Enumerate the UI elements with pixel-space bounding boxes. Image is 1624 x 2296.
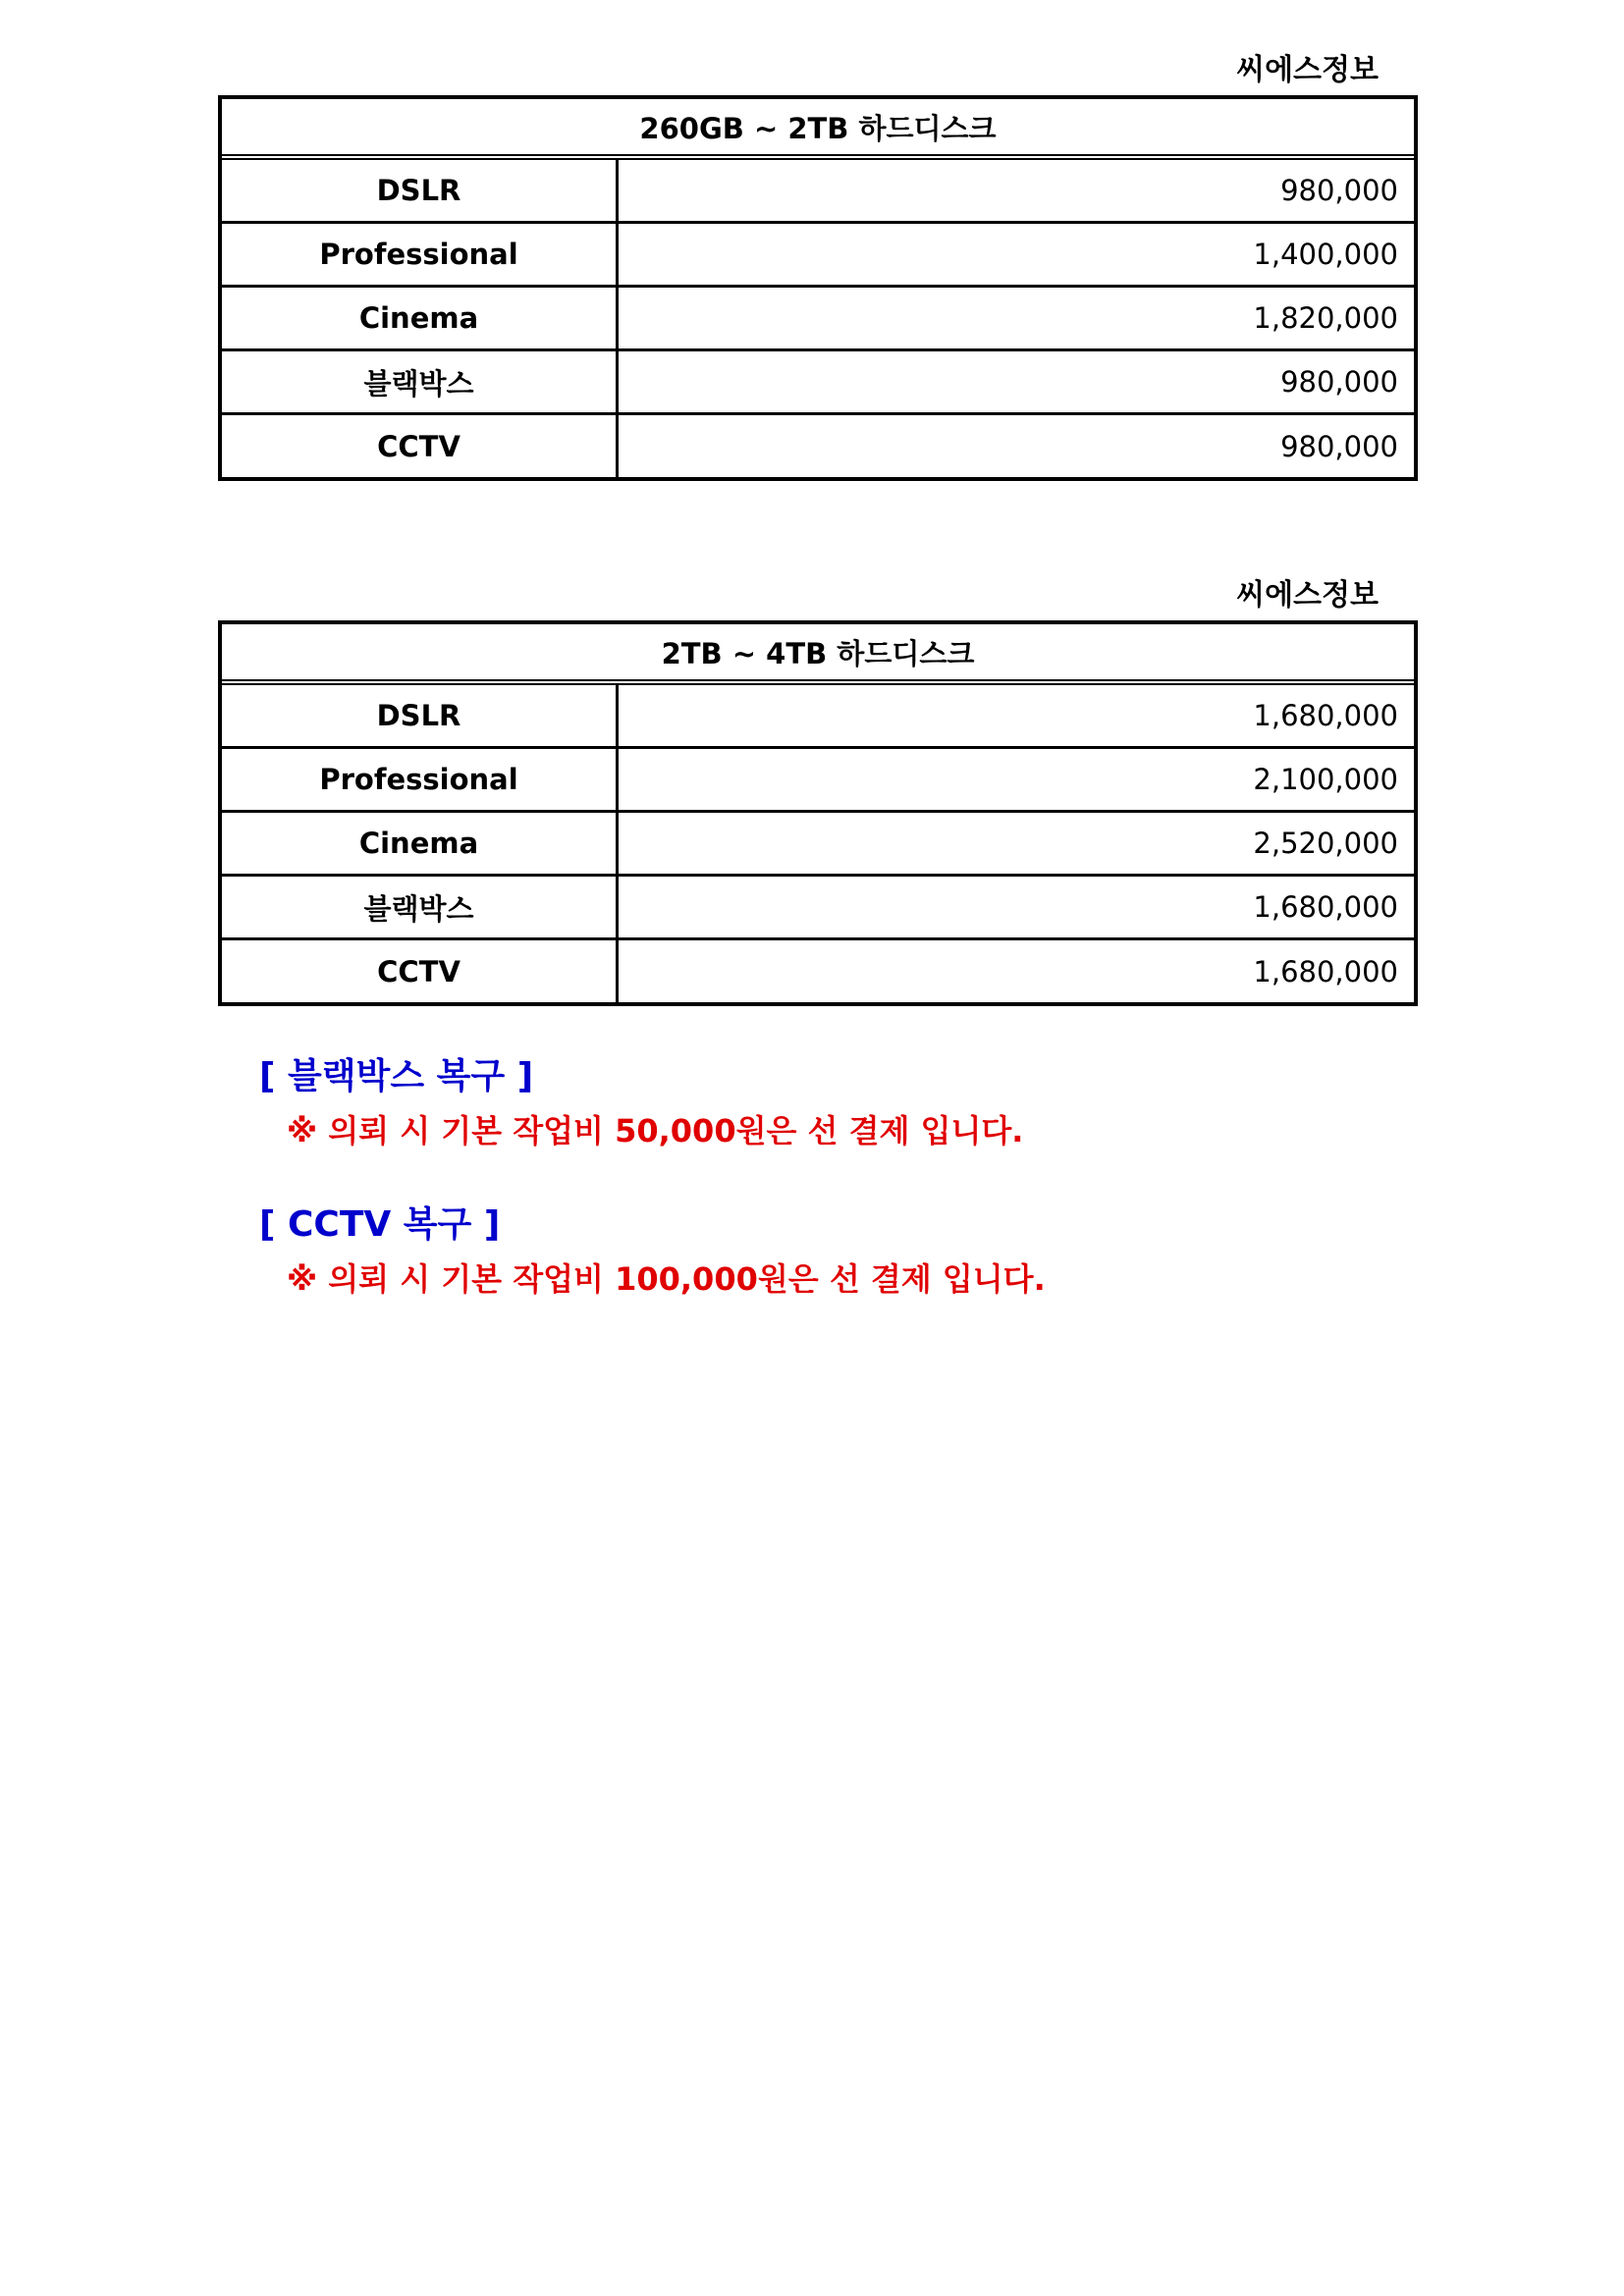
table-row xyxy=(222,415,1414,477)
category-cell: DSLR xyxy=(222,160,619,221)
category-cell: Professional xyxy=(222,224,619,285)
category-cell: DSLR xyxy=(222,685,619,746)
price-cell: 980,000 xyxy=(1280,365,1398,399)
note-heading-blackbox: [ 블랙박스 복구 ] xyxy=(259,1056,534,1096)
table-row xyxy=(222,749,1414,813)
category-cell: Professional xyxy=(222,749,619,810)
category-cell: Cinema xyxy=(222,288,619,348)
price-cell: 1,400,000 xyxy=(1253,238,1398,271)
price-table-1 xyxy=(218,95,1418,481)
table-row xyxy=(222,288,1414,351)
note-heading-cctv: [ CCTV 복구 ] xyxy=(259,1204,501,1245)
category-cell: CCTV xyxy=(222,940,619,1002)
company-name-1: 씨에스정보 xyxy=(1236,53,1379,87)
price-table-2 xyxy=(218,620,1418,1006)
price-cell: 1,680,000 xyxy=(1253,890,1398,924)
note-text-blackbox: ※ 의뢰 시 기본 작업비 50,000원은 선 결제 입니다. xyxy=(287,1112,1024,1149)
price-cell: 2,520,000 xyxy=(1253,827,1398,860)
table-row xyxy=(222,877,1414,940)
category-cell: Cinema xyxy=(222,813,619,874)
company-name-2: 씨에스정보 xyxy=(1236,578,1379,613)
table-title-1: 260GB ~ 2TB 하드디스크 xyxy=(222,99,1414,160)
note-text-cctv: ※ 의뢰 시 기본 작업비 100,000원은 선 결제 입니다. xyxy=(287,1260,1046,1298)
price-cell: 1,680,000 xyxy=(1253,699,1398,732)
price-cell: 980,000 xyxy=(1280,429,1398,463)
table-row xyxy=(222,813,1414,877)
table-row xyxy=(222,940,1414,1002)
table-title-2: 2TB ~ 4TB 하드디스크 xyxy=(222,624,1414,685)
price-cell: 1,680,000 xyxy=(1253,954,1398,988)
price-cell: 1,820,000 xyxy=(1253,301,1398,335)
table-row xyxy=(222,224,1414,288)
table-row xyxy=(222,160,1414,224)
category-cell: CCTV xyxy=(222,415,619,477)
category-cell: 블랙박스 xyxy=(222,877,619,937)
category-cell: 블랙박스 xyxy=(222,351,619,412)
price-cell: 980,000 xyxy=(1280,174,1398,207)
table-row xyxy=(222,685,1414,749)
price-cell: 2,100,000 xyxy=(1253,763,1398,796)
table-row xyxy=(222,351,1414,415)
